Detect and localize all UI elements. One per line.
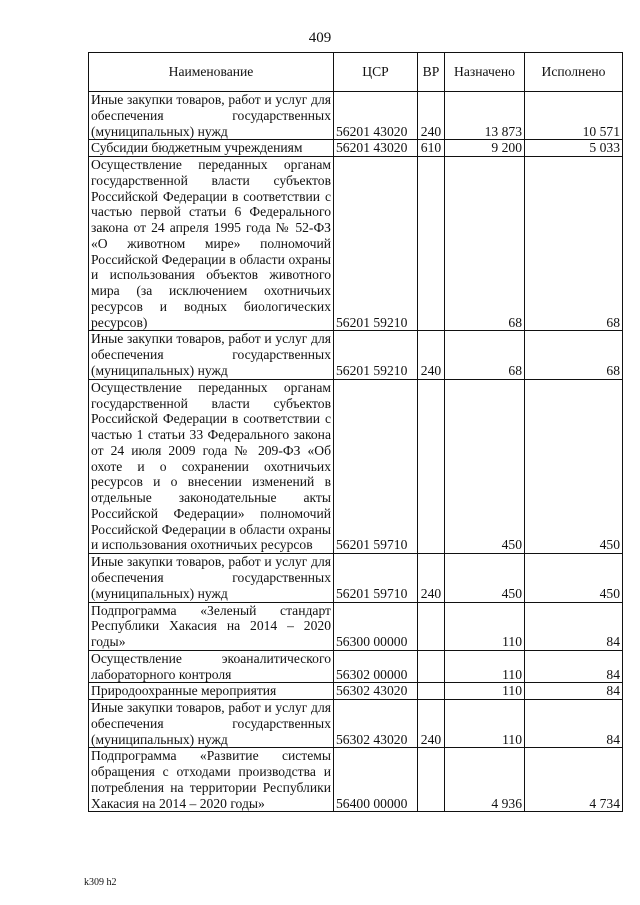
row-csr: 56201 43020 <box>334 92 418 140</box>
row-planned: 13 873 <box>445 92 525 140</box>
row-vr <box>418 602 445 650</box>
row-executed: 84 <box>525 650 623 683</box>
row-executed: 10 571 <box>525 92 623 140</box>
row-csr: 56302 43020 <box>334 700 418 748</box>
table-row <box>89 331 623 379</box>
row-csr: 56201 43020 <box>334 140 418 157</box>
row-name: Иные закупки товаров, работ и услуг для обеспечения государственных (муниципальных) нужд <box>89 554 334 602</box>
row-vr <box>418 379 445 553</box>
row-csr: 56201 59710 <box>334 379 418 553</box>
table-row <box>89 602 623 650</box>
row-planned: 110 <box>445 683 525 700</box>
row-name: Подпрограмма «Зеленый стандарт Республики Хакасия на 2014 – 2020 годы» <box>89 602 334 650</box>
row-executed: 84 <box>525 683 623 700</box>
row-executed: 68 <box>525 331 623 379</box>
table-row <box>89 683 623 700</box>
row-executed: 450 <box>525 554 623 602</box>
row-name: Осуществление переданных органам государственной власти субъектов Российской Федерации в соответствии с частью 1 статьи 33 Федерального закона от 24 июля 2009 года № 209-ФЗ «Об охоте и о сохранении охотничьих ресурсов и о внесении изменений в отдельные законодательные акты Российской Федерации» полномочий Российской Федерации в области охраны и использования охотничьих ресурсов <box>89 379 334 553</box>
row-planned: 9 200 <box>445 140 525 157</box>
row-planned: 110 <box>445 650 525 683</box>
row-executed: 68 <box>525 157 623 331</box>
row-csr: 56201 59210 <box>334 331 418 379</box>
row-name: Субсидии бюджетным учреждениям <box>89 140 334 157</box>
row-csr: 56201 59210 <box>334 157 418 331</box>
row-planned: 68 <box>445 331 525 379</box>
row-csr: 56400 00000 <box>334 748 418 812</box>
row-vr <box>418 157 445 331</box>
page-number: 409 <box>308 30 332 46</box>
table-row <box>89 92 623 140</box>
row-csr: 56302 43020 <box>334 683 418 700</box>
row-name: Природоохранные мероприятия <box>89 683 334 700</box>
table-row <box>89 748 623 812</box>
table-row <box>89 379 623 553</box>
table-row <box>89 140 623 157</box>
row-vr: 240 <box>418 92 445 140</box>
row-csr: 56300 00000 <box>334 602 418 650</box>
table-row <box>89 157 623 331</box>
header-vr: ВР <box>418 53 445 92</box>
table-row <box>89 554 623 602</box>
row-vr <box>418 748 445 812</box>
row-executed: 84 <box>525 602 623 650</box>
row-executed: 5 033 <box>525 140 623 157</box>
row-vr: 240 <box>418 554 445 602</box>
row-name: Иные закупки товаров, работ и услуг для обеспечения государственных (муниципальных) нужд <box>89 331 334 379</box>
header-executed: Исполнено <box>525 53 623 92</box>
row-executed: 450 <box>525 379 623 553</box>
row-planned: 450 <box>445 379 525 553</box>
table-header-row <box>89 53 623 92</box>
table-row <box>89 650 623 683</box>
row-planned: 4 936 <box>445 748 525 812</box>
header-csr: ЦСР <box>334 53 418 92</box>
header-planned: Назначено <box>445 53 525 92</box>
row-name: Иные закупки товаров, работ и услуг для обеспечения государственных (муниципальных) нужд <box>89 700 334 748</box>
row-vr: 240 <box>418 331 445 379</box>
row-name: Осуществление экоаналитического лабораторного контроля <box>89 650 334 683</box>
budget-table <box>88 52 623 812</box>
row-csr: 56302 00000 <box>334 650 418 683</box>
row-planned: 110 <box>445 602 525 650</box>
row-csr: 56201 59710 <box>334 554 418 602</box>
header-name: Наименование <box>89 53 334 92</box>
row-planned: 450 <box>445 554 525 602</box>
row-name: Осуществление переданных органам государственной власти субъектов Российской Федерации в соответствии с частью первой статьи 6 Федерального закона от 24 апреля 1995 года № 52-ФЗ «О животном мире» полномочий Российской Федерации в области охраны и использования объектов животного мира (за исключением охотничьих ресурсов и водных биологических ресурсов) <box>89 157 334 331</box>
row-planned: 68 <box>445 157 525 331</box>
row-executed: 4 734 <box>525 748 623 812</box>
row-vr: 610 <box>418 140 445 157</box>
row-planned: 110 <box>445 700 525 748</box>
row-executed: 84 <box>525 700 623 748</box>
table-row <box>89 700 623 748</box>
row-name: Подпрограмма «Развитие системы обращения с отходами производства и потребления на территории Республики Хакасия на 2014 – 2020 годы» <box>89 748 334 812</box>
row-name: Иные закупки товаров, работ и услуг для обеспечения государственных (муниципальных) нужд <box>89 92 334 140</box>
row-vr <box>418 650 445 683</box>
row-vr: 240 <box>418 700 445 748</box>
row-vr <box>418 683 445 700</box>
footer-code: k309 h2 <box>84 877 117 888</box>
